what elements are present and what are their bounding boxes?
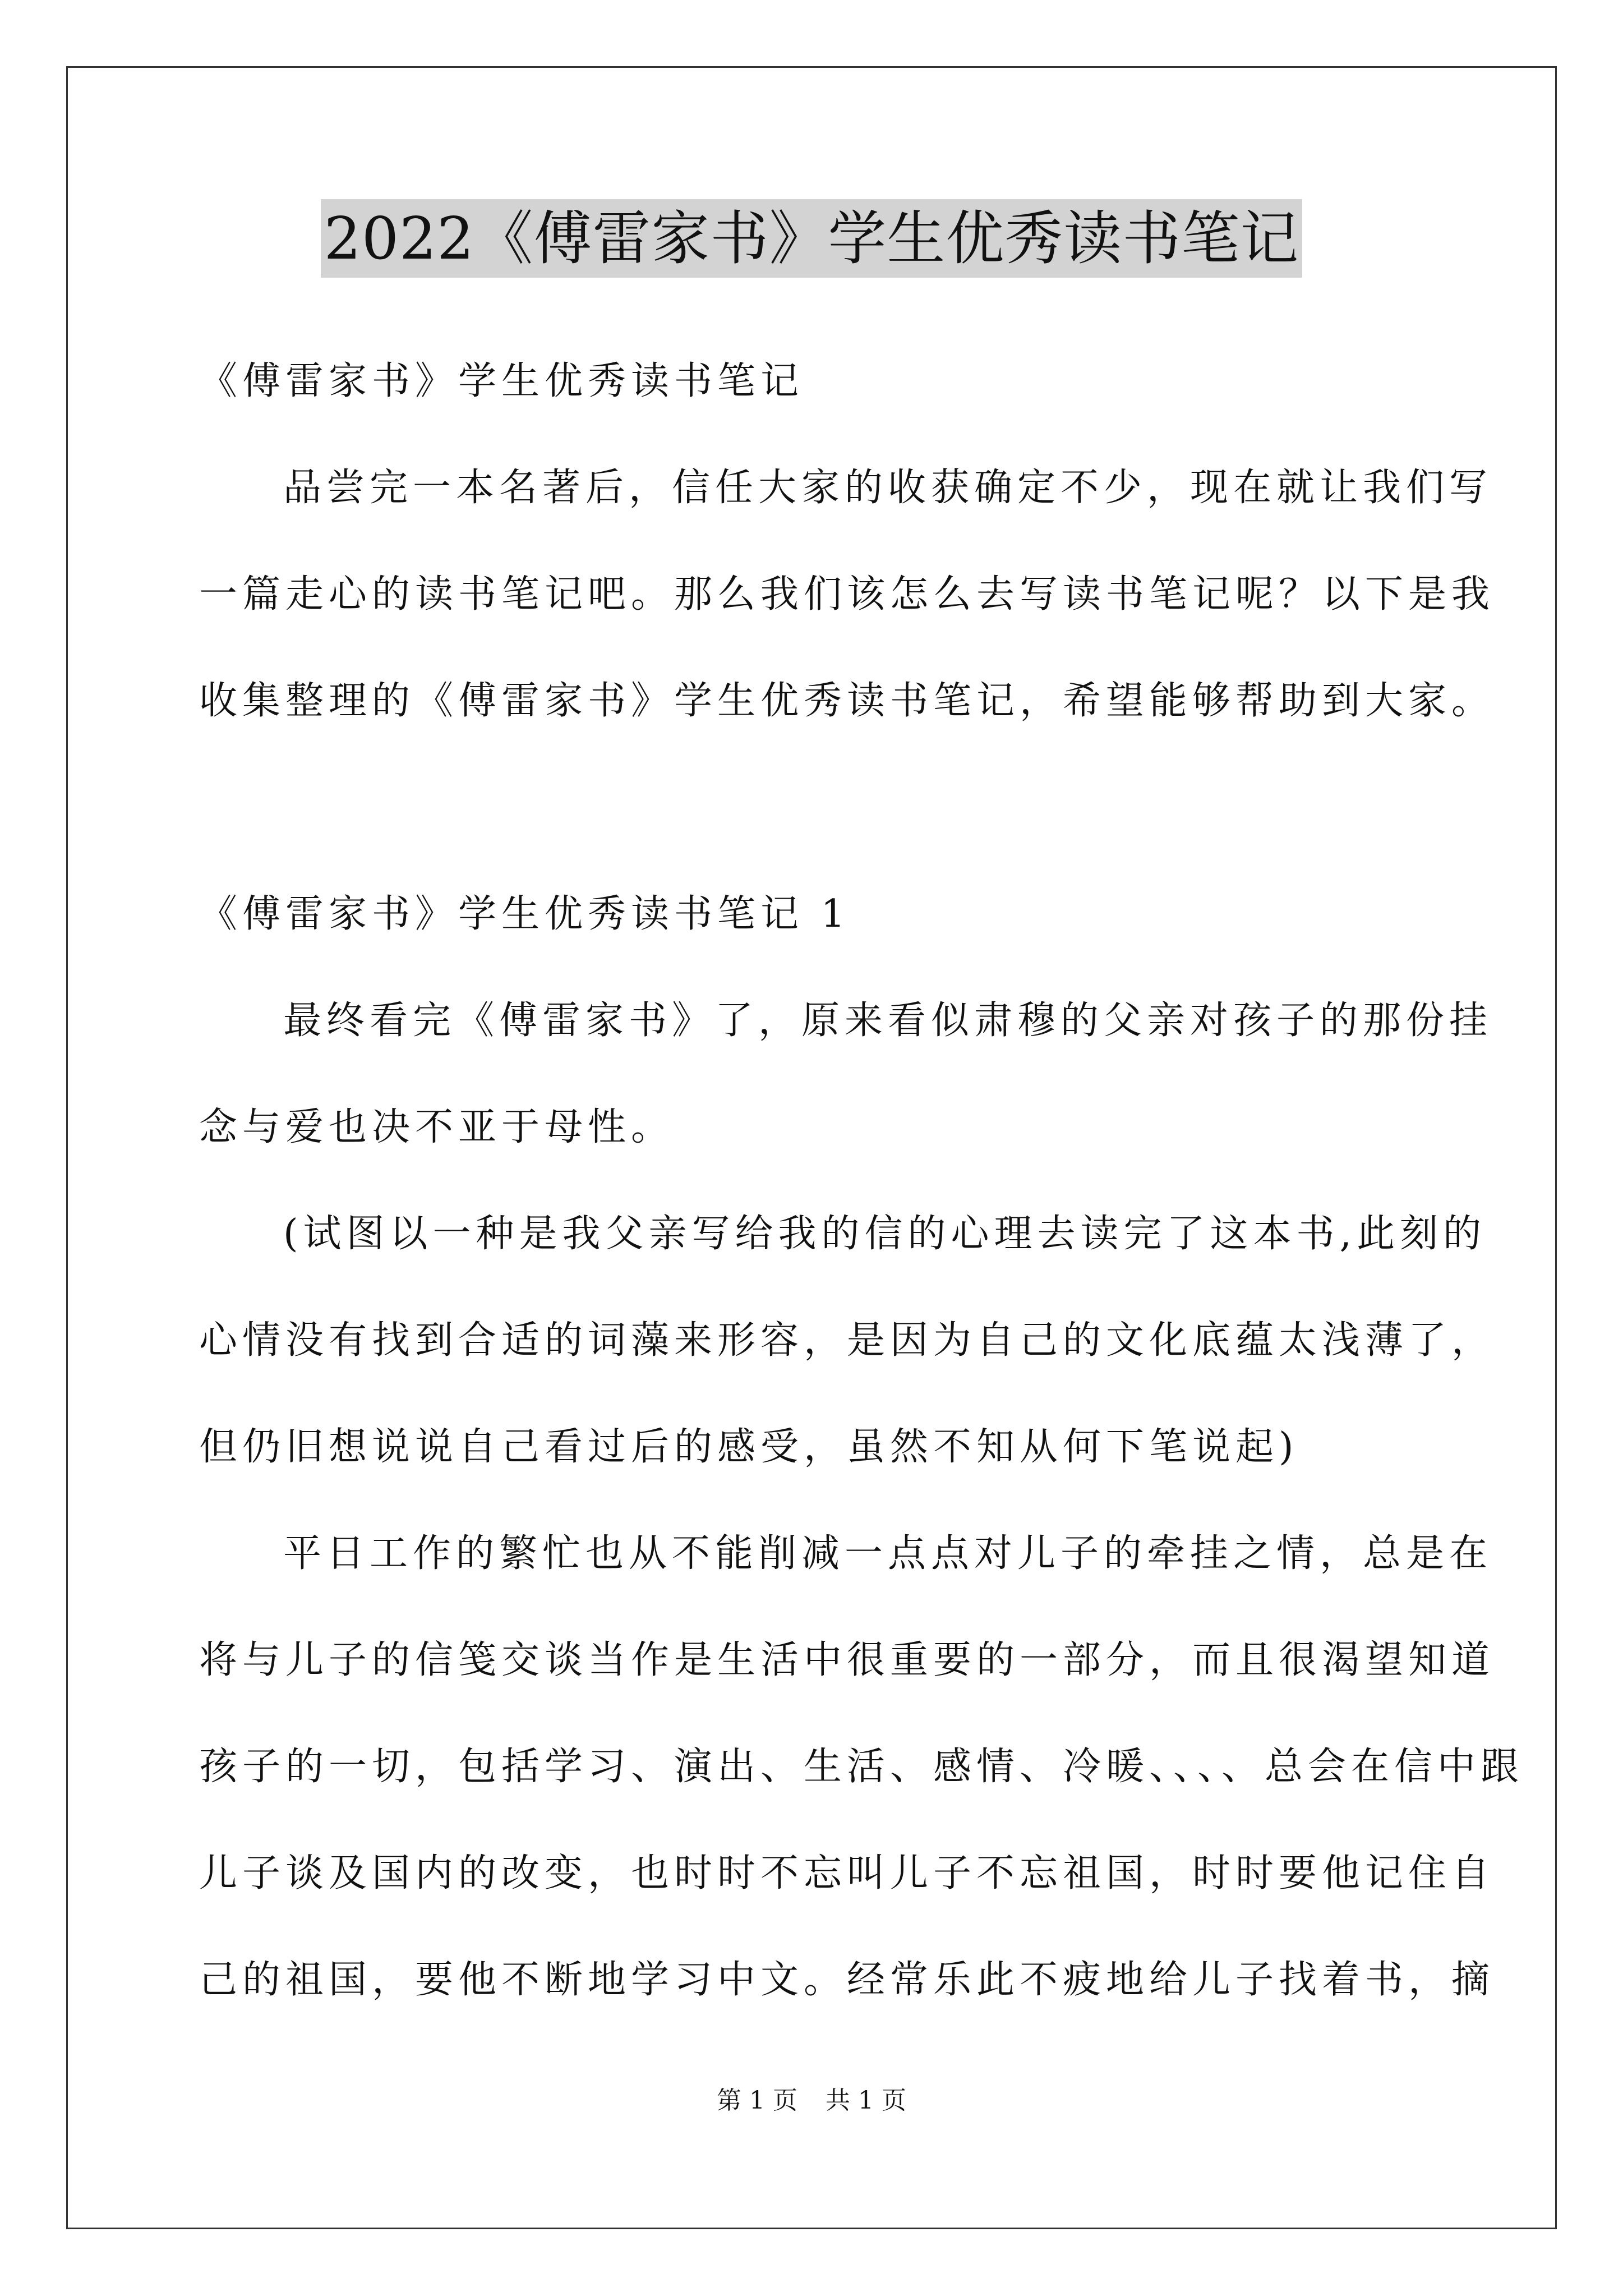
intro-line-1: 品尝完一本名著后，信任大家的收获确定不少，现在就让我们写 xyxy=(283,466,1493,510)
section-heading: 《傅雷家书》学生优秀读书笔记 1 xyxy=(199,892,850,936)
subtitle: 《傅雷家书》学生优秀读书笔记 xyxy=(199,359,804,403)
title-container xyxy=(0,199,1623,278)
paragraph3-line-5: 己的祖国，要他不断地学习中文。经常乐此不疲地给儿子找着书，摘 xyxy=(199,1958,1495,2002)
paragraph2-line-3: 但仍旧想说说自己看过后的感受，虽然不知从何下笔说起) xyxy=(199,1425,1299,1469)
intro-line-3: 收集整理的《傅雷家书》学生优秀读书笔记，希望能够帮助到大家。 xyxy=(199,679,1495,723)
paragraph1-line-1: 最终看完《傅雷家书》了，原来看似肃穆的父亲对孩子的那份挂 xyxy=(283,999,1493,1043)
page-footer xyxy=(0,2084,1623,2118)
paragraph3-line-1: 平日工作的繁忙也从不能削减一点点对儿子的牵挂之情，总是在 xyxy=(283,1531,1493,1576)
paragraph2-line-2: 心情没有找到合适的词藻来形容，是因为自己的文化底蕴太浅薄了， xyxy=(199,1318,1495,1363)
page-number-current: 第 1 页 xyxy=(717,2086,797,2115)
intro-line-2: 一篇走心的读书笔记吧。那么我们该怎么去写读书笔记呢？以下是我 xyxy=(199,572,1495,616)
paragraph3-line-4: 儿子谈及国内的改变，也时时不忘叫儿子不忘祖国，时时要他记住自 xyxy=(199,1851,1495,1895)
paragraph3-line-3: 孩子的一切，包括学习、演出、生活、感情、冷暖、、、、总会在信中跟 xyxy=(199,1745,1524,1789)
document-title: 2022《傅雷家书》学生优秀读书笔记 xyxy=(321,199,1303,278)
paragraph2-line-1: (试图以一种是我父亲写给我的信的心理去读完了这本书,此刻的 xyxy=(283,1212,1487,1256)
page-number-total: 共 1 页 xyxy=(826,2086,906,2115)
paragraph1-line-2: 念与爱也决不亚于母性。 xyxy=(199,1105,675,1149)
paragraph3-line-2: 将与儿子的信笺交谈当作是生活中很重要的一部分，而且很渴望知道 xyxy=(199,1638,1495,1682)
